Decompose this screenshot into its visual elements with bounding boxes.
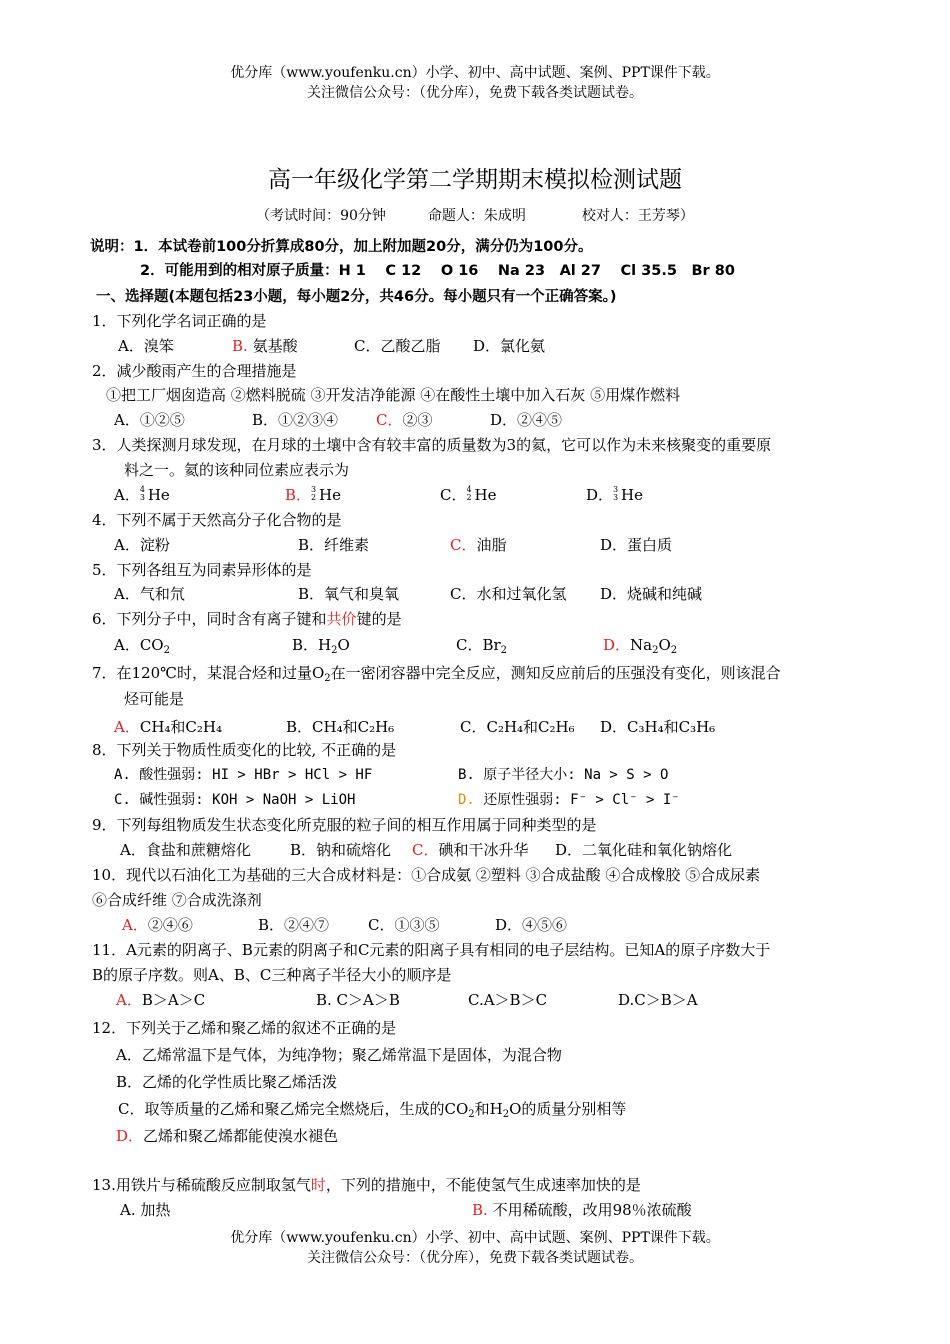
q3-option-d: D． 3 3 He (586, 485, 643, 504)
question-9-stem: 9．下列每组物质发生状态变化所克服的粒子间的相互作用属于同种类型的是 (92, 816, 597, 834)
question-7-stem-1: 7．在120℃时，某混合烃和过量$O_2$在一密闭容器中完全反应，测知反应前后的压强没有变化，则该混合 (92, 664, 781, 684)
question-13-stem: 13.用铁片与稀硫酸反应制取氢气时，下列的措施中，不能使氢气生成速率加快的是 (92, 1176, 641, 1194)
question-7-stem-2: 烃可能是 (124, 690, 185, 708)
q12-option-d: D．乙烯和聚乙烯都能使溴水褪色 (116, 1127, 339, 1145)
q1-answer-letter: B. (232, 337, 248, 355)
question-12-stem: 12．下列关于乙烯和聚乙烯的叙述不正确的是 (92, 1019, 397, 1037)
q2-answer-letter: C． (376, 411, 403, 429)
q9-option-a: A．食盐和蔗糖熔化 (120, 841, 251, 859)
question-1-stem: 1．下列化学名词正确的是 (92, 312, 267, 330)
q3-option-a: A． 4 3 He (114, 485, 170, 504)
q10-answer-letter: A． (122, 916, 148, 934)
note-1: 说明：1．本试卷前100分折算成80分，加上附加题20分，满分仍为100分。 (90, 239, 593, 255)
q9-answer-letter: C． (412, 841, 439, 859)
q8-option-b: B. 原子半径大小: Na > S > O (458, 767, 669, 783)
question-3-stem-2: 料之一。氦的该种同位素应表示为 (124, 461, 350, 479)
footer-line-2: 关注微信公众号：（优分库），免费下载各类试题试卷。 (307, 1250, 643, 1266)
question-11-stem-1: 11．A元素的阴离子、B元素的阴离子和C元素的阳离子具有相同的电子层结构。已知A的原子序数大于 (92, 941, 771, 959)
q6-answer-letter: D． (603, 636, 631, 654)
q4-option-c: C．油脂 (450, 536, 507, 554)
q12-option-a: A．乙烯常温下是气体，为纯净物；聚乙烯常温下是固体，为混合物 (116, 1046, 562, 1064)
question-3-stem-1: 3．人类探测月球发现，在月球的土壤中含有较丰富的质量数为3的氦，它可以作为未来核聚变的重要原 (92, 436, 772, 454)
q7-option-b: B．CH₄和C₂H₆ (286, 718, 395, 736)
header-line-2: 关注微信公众号：（优分库），免费下载各类试题试卷。 (307, 85, 643, 101)
q8-answer-letter: D. (458, 792, 475, 808)
q12-answer-letter: D． (116, 1127, 144, 1145)
q11-option-b: B. C＞A＞B (316, 991, 400, 1009)
q11-option-c: C.A＞B＞C (468, 991, 548, 1009)
q4-option-d: D．蛋白质 (600, 536, 673, 554)
q11-option-d: D.C＞B＞A (618, 991, 698, 1009)
footer-line-1: 优分库（www.youfenku.cn）小学、初中、高中试题、案例、PPT课件下载。 (230, 1230, 720, 1246)
q13-option-a: A. 加热 (120, 1201, 171, 1219)
q11-option-a: A．B＞A＞C (116, 991, 206, 1009)
q7-option-c: C．C₂H₄和C₂H₆ (460, 718, 575, 736)
q1-option-a: A．溴笨 (118, 337, 174, 355)
question-8-stem: 8．下列关于物质性质变化的比较, 不正确的是 (92, 741, 397, 759)
q5-option-d: D．烧碱和纯碱 (600, 585, 703, 603)
q6-option-a: A．$CO_2$ (114, 636, 170, 656)
q10-option-d: D．④⑤⑥ (495, 916, 568, 934)
q8-option-c: C. 碱性强弱: KOH > NaOH > LiOH (114, 792, 356, 808)
q10-option-b: B．②④⑦ (258, 916, 330, 934)
q2-option-a: A．①②⑤ (114, 411, 185, 429)
section-heading: 一、选择题(本题包括23小题，每小题2分，共46分。每小题只有一个正确答案。) (96, 289, 617, 305)
q3-option-c: C． 4 2 He (440, 485, 497, 504)
q4-option-b: B．纤维素 (298, 536, 370, 554)
q7-option-d: D．C₃H₄和C₃H₆ (600, 718, 716, 736)
q1-option-b: B. 氨基酸 (232, 337, 298, 355)
q12-option-c: C．取等质量的乙烯和聚乙烯完全燃烧后，生成的$CO_2$和$H_2O$的质量分别相等 (118, 1100, 627, 1120)
q3-answer-letter: B． (285, 486, 312, 504)
q12-option-b: B．乙烯的化学性质比聚乙烯活泼 (116, 1073, 338, 1091)
q2-option-b: B．①②③④ (252, 411, 339, 429)
q6-option-d: D．$Na_2O_2$ (603, 636, 678, 656)
q8-option-a: A. 酸性强弱: HI > HBr > HCl > HF (114, 767, 373, 783)
q1-option-c: C．乙酸乙脂 (354, 337, 441, 355)
q13-option-b: B. 不用稀硫酸，改用98％浓硫酸 (472, 1201, 692, 1219)
q8-option-d: D. 还原性强弱: F⁻ > Cl⁻ > I⁻ (458, 792, 680, 808)
note-2: 2．可能用到的相对原子质量：H 1 C 12 O 16 Na 23 Al 27 Cl 35.5 Br 80 (140, 263, 735, 279)
q2-option-d: D．②④⑤ (490, 411, 563, 429)
q9-option-c: C．碘和干冰升华 (412, 841, 529, 859)
q4-answer-letter: C． (450, 536, 477, 554)
question-6-stem: 6．下列分子中，同时含有离子键和共价键的是 (92, 610, 402, 628)
q6-option-b: B．$H_2O$ (292, 636, 350, 656)
q2-items: ①把工厂烟囱造高 ②燃料脱硫 ③开发洁净能源 ④在酸性土壤中加入石灰 ⑤用煤作燃料 (106, 386, 681, 404)
exam-subtitle: （考试时间：90分钟 命题人：朱成明 校对人：王芳琴） (256, 208, 694, 224)
question-10-stem-2: ⑥合成纤维 ⑦合成洗涤剂 (92, 891, 262, 909)
header-line-1: 优分库（www.youfenku.cn）小学、初中、高中试题、案例、PPT课件下载。 (230, 65, 720, 81)
q9-option-d: D．二氧化硅和氧化钠熔化 (555, 841, 733, 859)
q6-option-c: C．$Br_2$ (456, 636, 508, 656)
q9-option-b: B．钠和硫熔化 (290, 841, 392, 859)
q7-answer-letter: A． (114, 718, 140, 736)
question-5-stem: 5．下列各组互为同素异形体的是 (92, 561, 312, 579)
q3-option-b: B． 3 2 He (285, 485, 341, 504)
q7-option-a: A．CH₄和C₂H₄ (114, 718, 222, 736)
q5-option-b: B．氧气和臭氧 (298, 585, 400, 603)
q13-answer-letter: B. (472, 1201, 488, 1219)
question-2-stem: 2．减少酸雨产生的合理措施是 (92, 362, 297, 380)
q5-option-c: C．水和过氧化氢 (450, 585, 567, 603)
q2-option-c: C．②③ (376, 411, 433, 429)
question-4-stem: 4．下列不属于天然高分子化合物的是 (92, 511, 342, 529)
q11-answer-letter: A． (116, 991, 142, 1009)
q1-option-d: D．氯化氨 (473, 337, 546, 355)
exam-title: 高一年级化学第二学期期末模拟检测试题 (268, 167, 682, 193)
q10-option-a: A．②④⑥ (122, 916, 193, 934)
q4-option-a: A．淀粉 (114, 536, 170, 554)
question-10-stem-1: 10．现代以石油化工为基础的三大合成材料是：①合成氨 ②塑料 ③合成盐酸 ④合成橡胶 ⑤合成尿素 (92, 866, 761, 884)
q10-option-c: C．①③⑤ (368, 916, 440, 934)
q5-option-a: A．气和氘 (114, 585, 185, 603)
question-11-stem-2: B的原子序数。则A、B、C三种离子半径大小的顺序是 (92, 966, 452, 984)
